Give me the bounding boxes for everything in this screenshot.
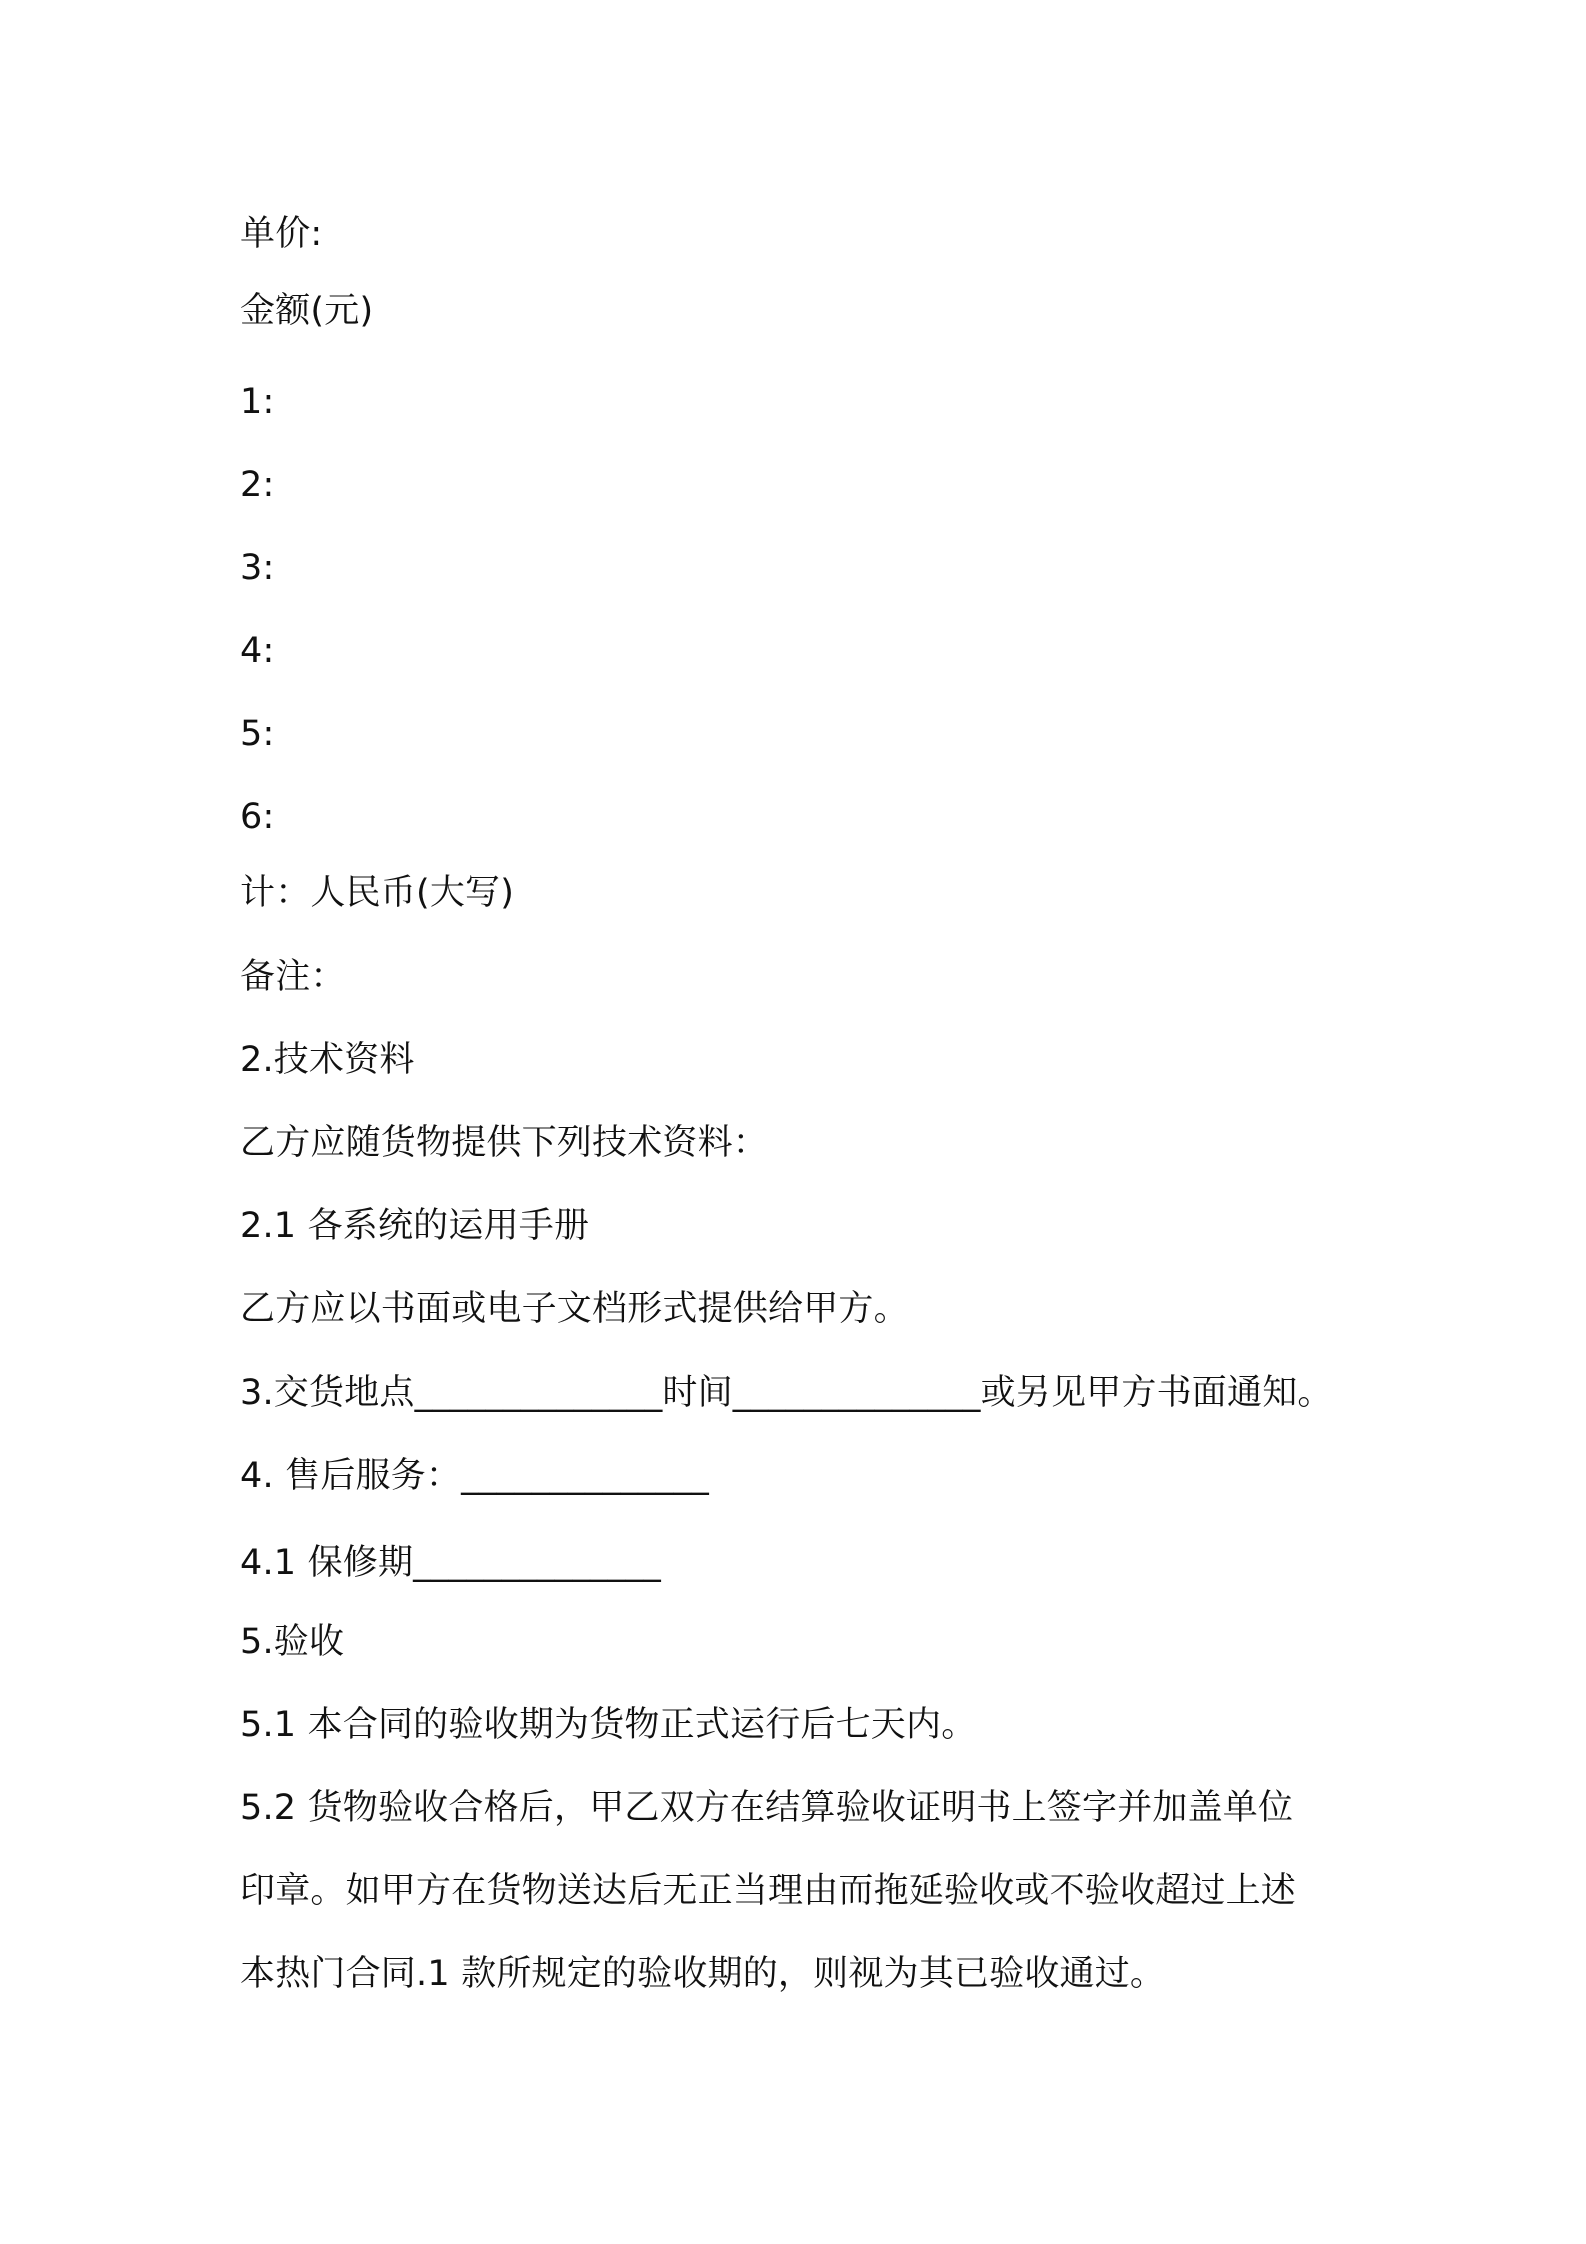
acceptance-paragraph-line-2: 印章。如甲方在货物送达后无正当理由而拖延验收或不验收超过上述 xyxy=(240,1871,1297,1911)
paragraph-manual-delivery: 乙方应以书面或电子文档形式提供给甲方。 xyxy=(240,1289,909,1329)
item-line-5: 5: xyxy=(240,714,275,754)
delivery-place-line: 3.交货地点______________时间______________或另见甲方书面通知。 xyxy=(240,1373,1333,1413)
item-line-3: 3: xyxy=(240,548,275,588)
total-rmb-line: 计：人民币(大写) xyxy=(240,873,515,913)
subsection-manual: 2.1 各系统的运用手册 xyxy=(240,1206,590,1246)
remarks-line: 备注： xyxy=(240,957,346,997)
paragraph-technical-docs: 乙方应随货物提供下列技术资料： xyxy=(240,1123,769,1163)
amount-label: 金额(元) xyxy=(240,291,374,331)
acceptance-period-line: 5.1 本合同的验收期为货物正式运行后七天内。 xyxy=(240,1705,977,1745)
item-line-6: 6: xyxy=(240,797,275,837)
item-line-2: 2: xyxy=(240,465,275,505)
after-sales-line: 4. 售后服务：______________ xyxy=(240,1456,709,1496)
section-heading-technical-docs: 2.技术资料 xyxy=(240,1040,415,1080)
warranty-line: 4.1 保修期______________ xyxy=(240,1543,661,1583)
item-line-4: 4: xyxy=(240,631,275,671)
section-heading-acceptance: 5.验收 xyxy=(240,1622,345,1662)
acceptance-paragraph-line-3: 本热门合同.1 款所规定的验收期的，则视为其已验收通过。 xyxy=(240,1954,1166,1994)
unit-price-label: 单价: xyxy=(240,214,323,254)
acceptance-paragraph-line-1: 5.2 货物验收合格后，甲乙双方在结算验收证明书上签字并加盖单位 xyxy=(240,1788,1294,1828)
item-line-1: 1: xyxy=(240,382,275,422)
